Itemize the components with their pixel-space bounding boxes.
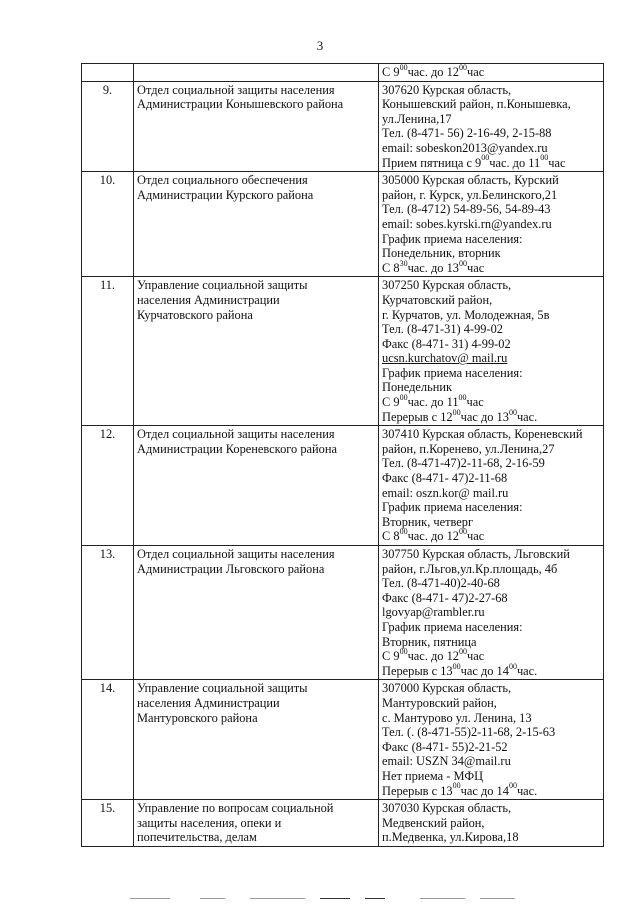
detail-line: С $9^{00}час$. до $11^{00}час$ bbox=[382, 392, 484, 410]
detail-line: Факс (8-471- 31) 4-99-02 bbox=[382, 336, 511, 351]
social-protection-contacts-table bbox=[81, 63, 604, 847]
number-cell: 10. bbox=[82, 172, 134, 277]
department-name-line: Отдел социального обеспечения bbox=[137, 173, 308, 188]
detail-line: ucsn.kurchatov@ mail.ru bbox=[382, 351, 508, 366]
details-cell bbox=[379, 680, 604, 800]
table-row bbox=[82, 426, 604, 546]
name-cell bbox=[134, 172, 379, 277]
detail-line: Нет приема - МФЦ bbox=[382, 768, 484, 783]
department-name-line: Управление социальной защиты bbox=[137, 681, 308, 696]
detail-line: email: sobeskon2013@yandex.ru bbox=[382, 140, 548, 155]
name-cell bbox=[134, 64, 379, 82]
detail-line: email: USZN 34@mail.ru bbox=[382, 754, 511, 769]
department-name-line: защиты населения, опеки и bbox=[137, 815, 282, 830]
detail-line: Медвенский район, bbox=[382, 815, 485, 830]
detail-line: Тел. (8-471-47)2-11-68, 2-16-59 bbox=[382, 456, 545, 471]
detail-line: 305000 Курская область, Курский bbox=[382, 173, 559, 188]
detail-line: Тел. (8-471-40)2-40-68 bbox=[382, 576, 500, 591]
page-bottom-scan-marks bbox=[120, 898, 540, 901]
table-body bbox=[82, 64, 604, 847]
detail-line: Мантуровский район, bbox=[382, 695, 497, 710]
detail-line: 307000 Курская область, bbox=[382, 681, 512, 696]
detail-line: С $8^{00}час$. до $12^{00}час$ bbox=[382, 527, 485, 544]
detail-line: Прием пятница с $9^{00}час$. до $11^{00}час$ bbox=[382, 153, 566, 170]
detail-line: Перерыв с $12^{00}час$ до $13^{00}час$. bbox=[382, 407, 538, 424]
department-name-line: Администрации Конышевского района bbox=[137, 97, 344, 112]
department-name-line: Отдел социальной защиты населения bbox=[137, 82, 335, 97]
department-name-line: Мантуровского района bbox=[137, 710, 258, 725]
detail-line: Факс (8-471- 55)2-21-52 bbox=[382, 739, 508, 754]
name-cell bbox=[134, 81, 379, 172]
department-name-line: Управление социальной защиты bbox=[137, 278, 308, 293]
department-name-line: Администрации Кореневского района bbox=[137, 441, 337, 456]
department-name-line: Администрации Курского района bbox=[137, 187, 314, 202]
table-row bbox=[82, 680, 604, 800]
detail-line: с. Мантурово ул. Ленина, 13 bbox=[382, 710, 532, 725]
detail-line: График приема населения: bbox=[382, 500, 523, 515]
details-cell bbox=[379, 81, 604, 172]
department-name-line: Отдел социальной защиты населения bbox=[137, 427, 335, 442]
detail-line: Курчатовский район, bbox=[382, 292, 493, 307]
detail-line: Понедельник bbox=[382, 380, 453, 395]
detail-line: Вторник, пятница bbox=[382, 634, 477, 649]
detail-line: Тел. (8-471- 56) 2-16-49, 2-15-88 bbox=[382, 126, 552, 141]
detail-line: п.Медвенка, ул.Кирова,18 bbox=[382, 830, 519, 845]
detail-line: Факс (8-471- 47)2-11-68 bbox=[382, 471, 508, 486]
number-cell: 12. bbox=[82, 426, 134, 546]
number-cell: 9. bbox=[82, 81, 134, 172]
detail-line: район, г.Льгов,ул.Кр.площадь, 4б bbox=[382, 561, 558, 576]
details-cell bbox=[379, 64, 604, 82]
page-number: 3 bbox=[316, 38, 324, 53]
detail-line: График приема населения: bbox=[382, 365, 523, 380]
detail-line: ул.Ленина,17 bbox=[382, 111, 452, 126]
department-name-line: Курчатовского района bbox=[137, 307, 253, 322]
detail-line: район, г. Курск, ул.Белинского,21 bbox=[382, 187, 558, 202]
table-row bbox=[82, 546, 604, 680]
detail-line: Факс (8-471- 47)2-27-68 bbox=[382, 590, 508, 605]
table-row bbox=[82, 277, 604, 426]
name-cell bbox=[134, 426, 379, 546]
detail-line: г. Курчатов, ул. Молодежная, 5в bbox=[382, 307, 550, 322]
detail-line: С $9^{00}час$. до $12^{00}час$ bbox=[382, 647, 485, 664]
department-name-line: Отдел социальной защиты населения bbox=[137, 547, 335, 561]
detail-line: Тел. (. (8-471-55)2-11-68, 2-15-63 bbox=[382, 725, 556, 740]
details-cell bbox=[379, 546, 604, 680]
table-row bbox=[82, 81, 604, 172]
number-cell: 11. bbox=[82, 277, 134, 426]
table-row bbox=[82, 172, 604, 277]
number-cell: 13. bbox=[82, 546, 134, 680]
details-cell bbox=[379, 426, 604, 546]
detail-line: График приема населения: bbox=[382, 231, 523, 246]
details-cell bbox=[379, 800, 604, 847]
detail-line: 307030 Курская область, bbox=[382, 801, 512, 816]
detail-line: 307620 Курская область, bbox=[382, 82, 512, 97]
department-name-line: Администрации Льговского района bbox=[137, 561, 325, 576]
name-cell bbox=[134, 546, 379, 680]
detail-line: Перерыв с $13^{00}час$ до $14^{00}час$. bbox=[382, 781, 538, 798]
detail-line: Тел. (8-4712) 54-89-56, 54-89-43 bbox=[382, 202, 551, 217]
detail-line: График приема населения: bbox=[382, 619, 523, 634]
details-cell bbox=[379, 277, 604, 426]
department-name-line: населения Администрации bbox=[137, 695, 280, 710]
detail-line: С $8^{30}час$. до $13^{00}час$ bbox=[382, 258, 485, 275]
continuation-row bbox=[82, 64, 604, 82]
detail-line: email: sobes.kyrski.rn@yandex.ru bbox=[382, 216, 552, 231]
name-cell bbox=[134, 277, 379, 426]
department-name-line: Управление по вопросам социальной bbox=[137, 801, 334, 816]
department-name-line: населения Администрации bbox=[137, 292, 280, 307]
detail-line: 307410 Курская область, Кореневский bbox=[382, 427, 583, 442]
number-cell: 15. bbox=[82, 800, 134, 847]
details-cell bbox=[379, 172, 604, 277]
department-name-line: попечительства, делам bbox=[137, 830, 257, 845]
name-cell bbox=[134, 680, 379, 800]
detail-line: район, п.Коренево, ул.Ленина,27 bbox=[382, 441, 555, 456]
number-cell: 14. bbox=[82, 680, 134, 800]
detail-line: Конышевский район, п.Конышевка, bbox=[382, 97, 571, 112]
table-row bbox=[82, 800, 604, 847]
detail-line: lgovyap@rambler.ru bbox=[382, 605, 485, 620]
detail-line: Вторник, четверг bbox=[382, 514, 474, 529]
detail-line: Тел. (8-471-31) 4-99-02 bbox=[382, 322, 503, 337]
number-cell bbox=[82, 64, 134, 82]
detail-line: Перерыв с $13^{00}час$ до $14^{00}час$. bbox=[382, 661, 538, 678]
detail-line: email: oszn.kor@ mail.ru bbox=[382, 485, 509, 500]
detail-line: 307750 Курская область, Льговский bbox=[382, 547, 570, 561]
detail-line: Понедельник, вторник bbox=[382, 246, 501, 261]
name-cell bbox=[134, 800, 379, 847]
detail-line: 307250 Курская область, bbox=[382, 278, 512, 293]
detail-line: С $9^{00}час$. до $12^{00}час$ bbox=[382, 62, 485, 79]
